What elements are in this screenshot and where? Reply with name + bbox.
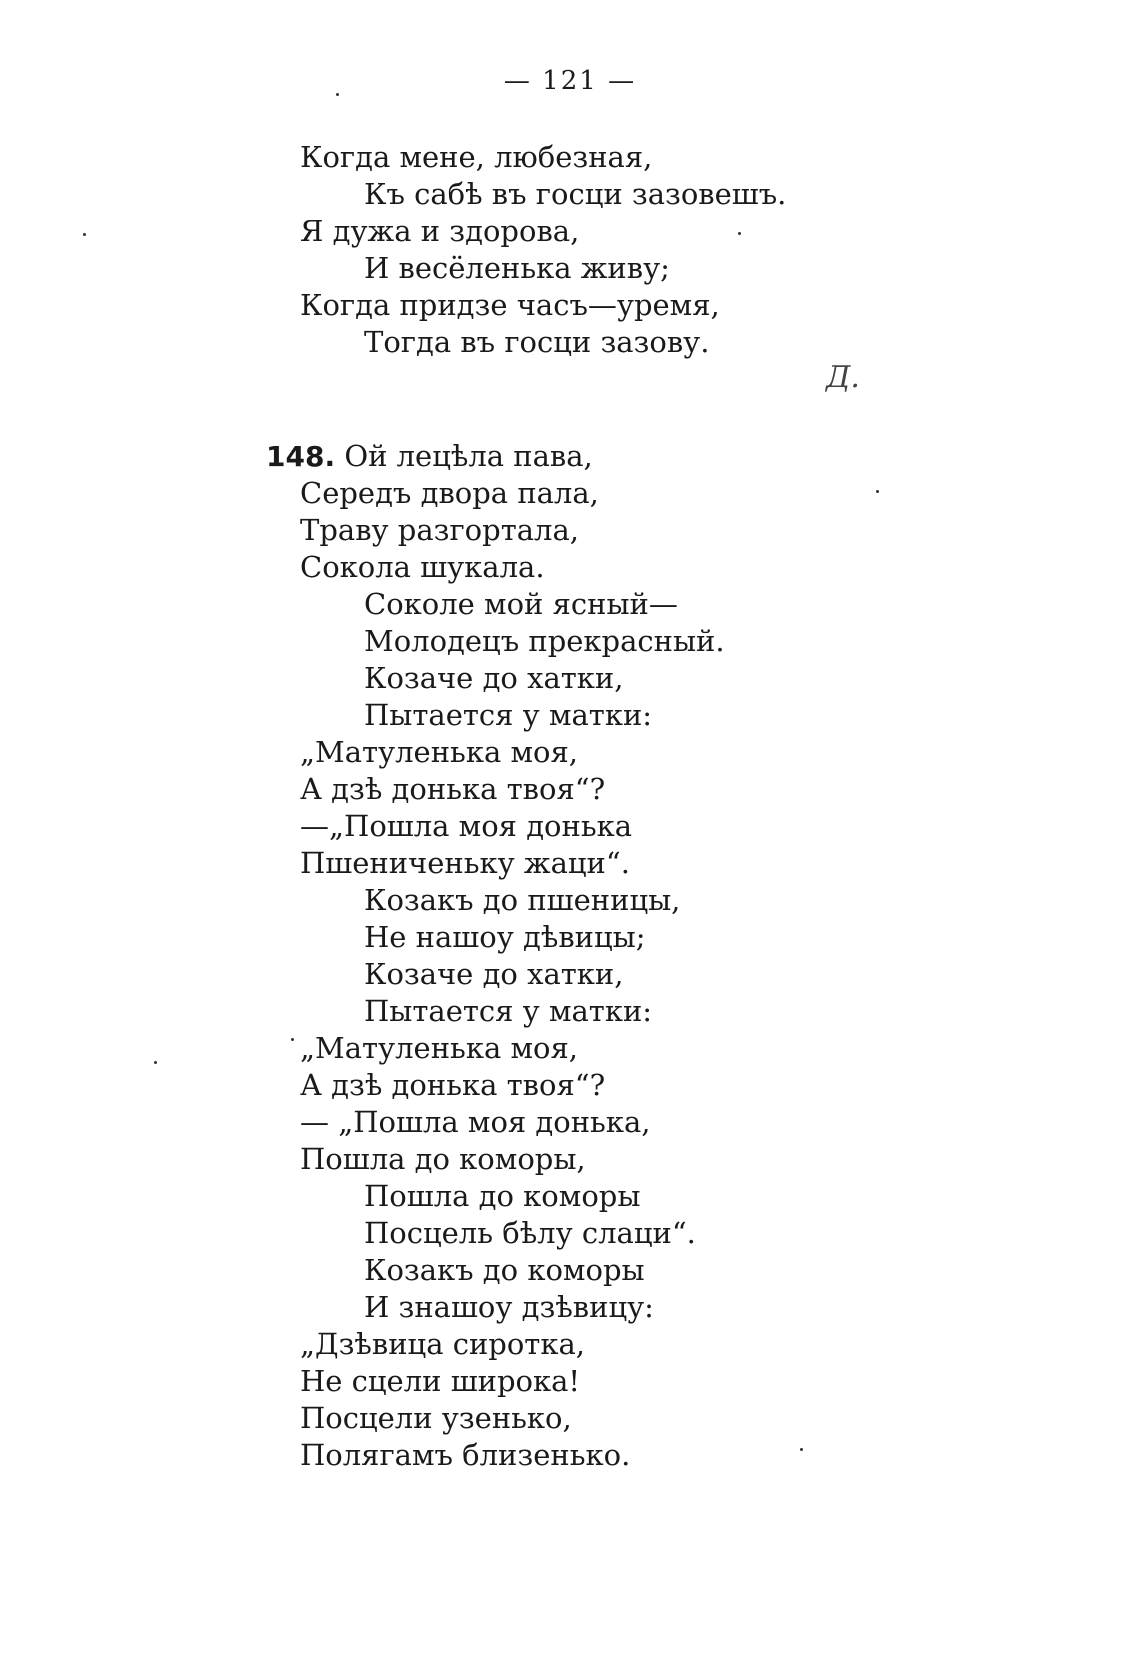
verse-line: Пшениченьку жаци“.: [300, 846, 630, 880]
verse-line: Козакъ до пшеницы,: [364, 883, 681, 917]
verse-line: Къ сабѣ въ госци зазовешъ.: [364, 177, 787, 211]
scan-speck: [83, 233, 86, 236]
scan-speck: [336, 93, 339, 96]
verse-line: —„Пошла моя донька: [300, 809, 633, 843]
verse-line: Сокола шукала.: [300, 550, 545, 584]
scan-speck: [876, 490, 879, 493]
verse-line: Посцели узенько,: [300, 1401, 572, 1435]
verse-line: Траву разгортала,: [300, 513, 579, 547]
verse-line: Ой лецѣла пава,: [344, 439, 593, 473]
verse-line: „Матуленька моя,: [300, 1031, 578, 1065]
verse-line: „Матуленька моя,: [300, 735, 578, 769]
verse-line: Тогда въ госци зазову.: [364, 325, 710, 359]
verse-line: Козакъ до коморы: [364, 1253, 645, 1287]
verse-line: А дзѣ донька твоя“?: [300, 1068, 606, 1102]
verse-line: Молодецъ прекрасный.: [364, 624, 725, 658]
scan-speck: [291, 1038, 294, 1041]
verse-line: Не нашоу дѣвицы;: [364, 920, 646, 954]
song-number: 148.: [266, 440, 336, 473]
verse-line: „Дзѣвица сиротка,: [300, 1327, 585, 1361]
scan-speck: [800, 1448, 803, 1451]
verse-line: Середъ двора пала,: [300, 476, 599, 510]
verse-line: Соколе мой ясный—: [364, 587, 678, 621]
verse-line: И знашоу дзѣвицу:: [364, 1290, 654, 1324]
verse-line: Козаче до хатки,: [364, 957, 624, 991]
scan-speck: [738, 232, 741, 235]
verse-line: Пошла до коморы,: [300, 1142, 586, 1176]
verse-line: — „Пошла моя донька,: [300, 1105, 651, 1139]
margin-pencil-mark: Д.: [826, 360, 860, 395]
verse-line: Когда придзе часъ—уремя,: [300, 288, 720, 322]
verse-line: Посцель бѣлу слаци“.: [364, 1216, 696, 1250]
verse-line: А дзѣ донька твоя“?: [300, 772, 606, 806]
verse-line: Пытается у матки:: [364, 994, 653, 1028]
verse-line: Не сцели широка!: [300, 1364, 581, 1398]
scan-speck: [154, 1061, 157, 1064]
page-number: — 121 —: [503, 66, 637, 96]
verse-line: Козаче до хатки,: [364, 661, 624, 695]
verse-line: И весёленька живу;: [364, 251, 670, 285]
verse-line: Пытается у матки:: [364, 698, 653, 732]
verse-line: Я дужа и здорова,: [300, 214, 580, 248]
song-heading-line: [266, 438, 593, 475]
verse-line: Пошла до коморы: [364, 1179, 641, 1213]
verse-line: Когда мене, любезная,: [300, 140, 653, 174]
verse-line: Полягамъ близенько.: [300, 1438, 631, 1472]
